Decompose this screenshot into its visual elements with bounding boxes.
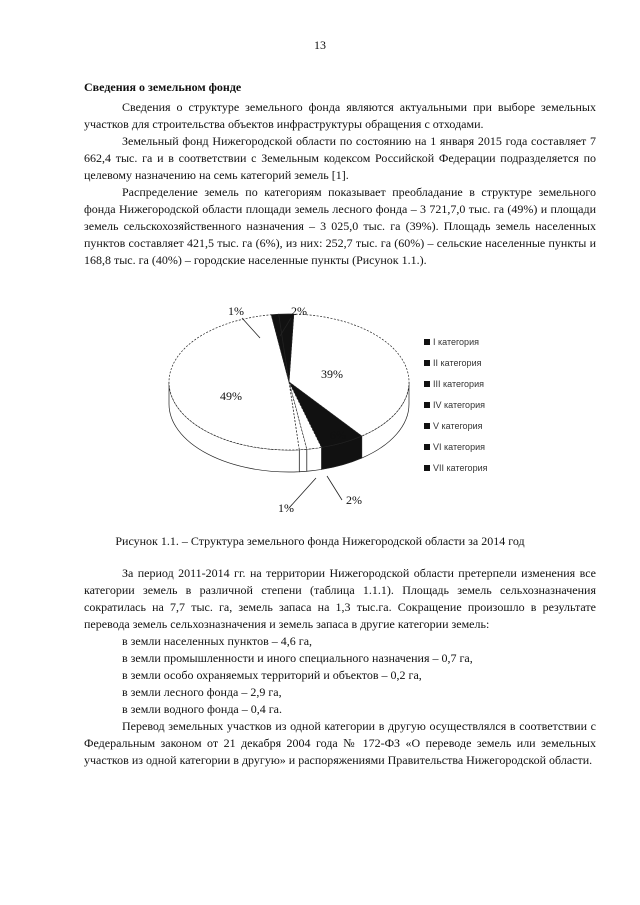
paragraph: За период 2011-2014 гг. на территории Нижегородской области претерпели изменения все категории земель в различной степени (таблица 1.1.1). Площадь земель сельхозназначения сократилась на 7,7 тыс. га, земель запаса на 1,3 тыс.га. Сокращение произошло в результате перевода земель сельхозназначения и земель запаса в другие категории земель: xyxy=(84,566,596,631)
section-heading: Сведения о земельном фонде xyxy=(84,80,242,94)
paragraph: Земельный фонд Нижегородской области по состоянию на 1 января 2015 года составляет 7 662,4 тыс. га и в соответствии с Земельным кодексом Российской Федерации подразделяется по целевому назначению на семь категорий земель [1]. xyxy=(84,134,596,182)
legend-label: IV категория xyxy=(433,400,485,410)
data-label: 1% xyxy=(228,304,244,318)
leader-line xyxy=(289,478,316,508)
data-label: 39% xyxy=(321,367,343,381)
text-block-top xyxy=(84,99,596,269)
list-item: в земли промышленности и иного специального назначения – 0,7 га, xyxy=(122,651,473,665)
legend-label: II категория xyxy=(433,358,482,368)
paragraph: Сведения о структуре земельного фонда являются актуальными при выборе земельных участков для строительства объектов инфраструктуры обращения с отходами. xyxy=(84,100,596,131)
legend-swatch xyxy=(424,402,430,408)
data-label: 1% xyxy=(278,501,294,515)
data-label: 2% xyxy=(291,304,307,318)
legend-label: VII категория xyxy=(433,463,488,473)
paragraph: Перевод земельных участков из одной категории в другую осуществлялся в соответствии с Федеральным законом от 21 декабря 2004 года № 172-ФЗ «О переводе земель или земельных участков из одной категории в другую» и распоряжениями Правительства Нижегородской области. xyxy=(84,719,596,767)
paragraph: Распределение земель по категориям показывает преобладание в структуре земельного фонда Нижегородской области площади земель лесного фонда – 3 721,7,0 тыс. га (49%) и площади земель сельскохозяйственного назначения – 3 025,0 тыс. га (39%). Площадь земель населенных пунктов составляет 421,5 тыс. га (6%), из них: 252,7 тыс. га (60%) – сельские населенные пункты и 168,8 тыс. га (40%) – городские населенные пункты (Рисунок 1.1.). xyxy=(84,185,596,267)
text-block-bottom xyxy=(84,565,596,769)
list-item: в земли лесного фонда – 2,9 га, xyxy=(122,685,282,699)
legend-swatch xyxy=(424,339,430,345)
list-item: в земли водного фонда – 0,4 га. xyxy=(122,702,283,716)
pie-chart-figure xyxy=(84,300,596,525)
list-item: в земли особо охраняемых территорий и объектов – 0,2 га, xyxy=(122,668,422,682)
pie-chart xyxy=(84,300,596,525)
chart-legend xyxy=(424,337,488,473)
list-item: в земли населенных пунктов – 4,6 га, xyxy=(122,634,313,648)
legend-label: I категория xyxy=(433,337,479,347)
pie-slice-side xyxy=(299,449,306,471)
figure-caption: Рисунок 1.1. – Структура земельного фонда Нижегородской области за 2014 год xyxy=(115,534,525,548)
data-label: 6% xyxy=(330,428,346,442)
legend-swatch xyxy=(424,360,430,366)
data-label: 49% xyxy=(220,389,242,403)
legend-swatch xyxy=(424,465,430,471)
legend-label: III категория xyxy=(433,379,484,389)
leader-line xyxy=(327,476,342,500)
pie-slice-side xyxy=(307,447,322,471)
legend-label: V категория xyxy=(433,421,483,431)
data-label: 2% xyxy=(346,493,362,507)
legend-swatch xyxy=(424,423,430,429)
legend-swatch xyxy=(424,444,430,450)
page-number: 13 xyxy=(314,38,326,52)
legend-label: VI категория xyxy=(433,442,485,452)
legend-swatch xyxy=(424,381,430,387)
